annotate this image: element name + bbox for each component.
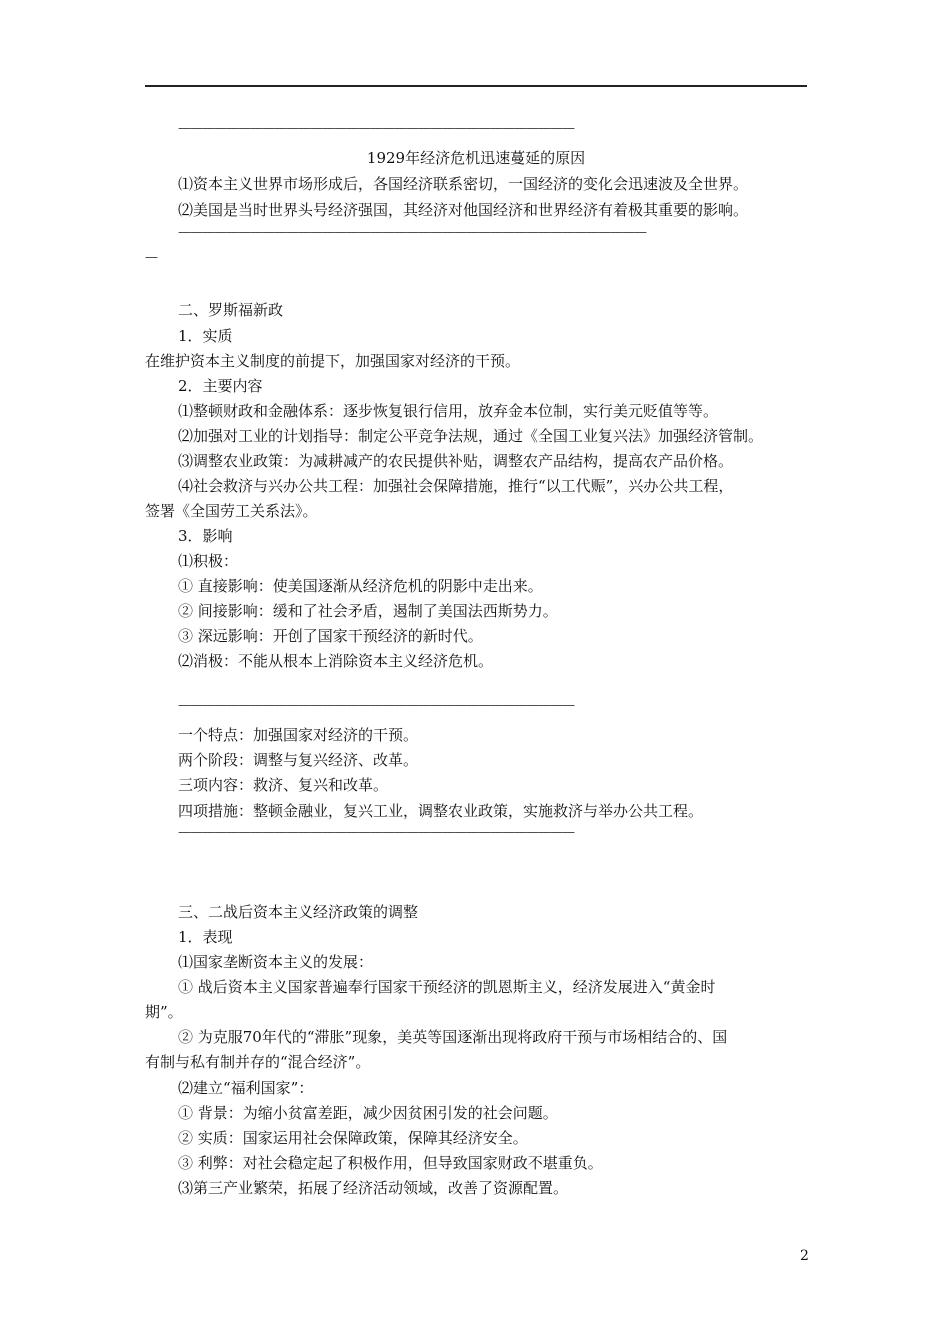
section3-line-7: ① 背景：为缩小贫富差距，减少因贫困引发的社会问题。	[178, 1104, 558, 1122]
content-item-2: ⑵加强对工业的计划指导：制定公平竞争法规，通过《全国工业复兴法》加强经济管制。	[178, 427, 764, 445]
box2-item-1: 一个特点：加强国家对经济的干预。	[178, 726, 419, 744]
section3-sub1: 1．表现	[178, 928, 233, 946]
box1-dash-bottom-wrap: —	[145, 250, 157, 265]
page-number: 2	[800, 1248, 809, 1264]
section3-heading: 三、二战后资本主义经济政策的调整	[178, 903, 419, 921]
box1-title: 1929年经济危机迅速蔓延的原因	[366, 149, 586, 167]
content-item-3: ⑶调整农业政策：为减耕减产的农民提供补贴，调整农产品结构，提高农产品价格。	[178, 452, 734, 470]
section2-sub3: 3．影响	[178, 527, 233, 545]
box2-dash-bottom: —————————————————————————————————	[178, 825, 574, 840]
section3-line-5: 有制与私有制并存的“混合经济”。	[145, 1053, 371, 1071]
content-item-1: ⑴整顿财政和金融体系：逐步恢复银行信用，放弃金本位制，实行美元贬值等等。	[178, 402, 719, 420]
impact-item-5: ⑵消极：不能从根本上消除资本主义经济危机。	[178, 652, 494, 670]
section3-line-8: ② 实质：国家运用社会保障政策，保障其经济安全。	[178, 1129, 528, 1147]
section3-line-4: ② 为克服70年代的“滞胀”现象，美英等国逐渐出现将政府干预与市场相结合的、国	[178, 1028, 728, 1046]
section3-line-1: ⑴国家垄断资本主义的发展：	[178, 953, 374, 971]
box2-item-2: 两个阶段：调整与复兴经济、改革。	[178, 751, 419, 769]
section2-heading: 二、罗斯福新政	[178, 301, 284, 319]
box2-dash-top: —————————————————————————————————	[178, 698, 574, 713]
section2-sub1-text: 在维护资本主义制度的前提下，加强国家对经济的干预。	[145, 352, 521, 370]
impact-item-2: ① 直接影响：使美国逐渐从经济危机的阴影中走出来。	[178, 577, 543, 595]
box2-item-3: 三项内容：救济、复兴和改革。	[178, 776, 389, 794]
impact-item-3: ② 间接影响：缓和了社会矛盾，遏制了美国法西斯势力。	[178, 602, 558, 620]
box1-item-1: ⑴资本主义世界市场形成后，各国经济联系密切，一国经济的变化会迅速波及全世界。	[178, 175, 749, 193]
header-rule	[145, 85, 807, 87]
section2-sub1: 1．实质	[178, 327, 233, 345]
section3-line-9: ③ 利弊：对社会稳定起了积极作用，但导致国家财政不堪重负。	[178, 1154, 603, 1172]
content-item-4: ⑷社会救济与兴办公共工程：加强社会保障措施，推行“以工代赈”，兴办公共工程，	[178, 477, 734, 495]
box1-dash-bottom: ———————————————————————————————————————	[178, 225, 646, 240]
section3-line-3: 期”。	[145, 1003, 183, 1021]
section2-sub2: 2．主要内容	[178, 377, 263, 395]
box1-item-2: ⑵美国是当时世界头号经济强国，其经济对他国经济和世界经济有着极其重要的影响。	[178, 201, 749, 219]
section3-line-2: ① 战后资本主义国家普遍奉行国家干预经济的凯恩斯主义，经济发展进入“黄金时	[178, 978, 716, 996]
box2-item-4: 四项措施：整顿金融业，复兴工业，调整农业政策，实施救济与举办公共工程。	[178, 802, 704, 820]
section3-line-6: ⑵建立“福利国家”：	[178, 1079, 314, 1097]
section3-line-10: ⑶第三产业繁荣，拓展了经济活动领域，改善了资源配置。	[178, 1179, 569, 1197]
box1-dash-top: —————————————————————————————————	[178, 121, 574, 136]
content-item-4-cont: 签署《全国劳工关系法》。	[145, 502, 318, 520]
impact-item-1: ⑴积极：	[178, 552, 239, 570]
impact-item-4: ③ 深远影响：开创了国家干预经济的新时代。	[178, 627, 483, 645]
